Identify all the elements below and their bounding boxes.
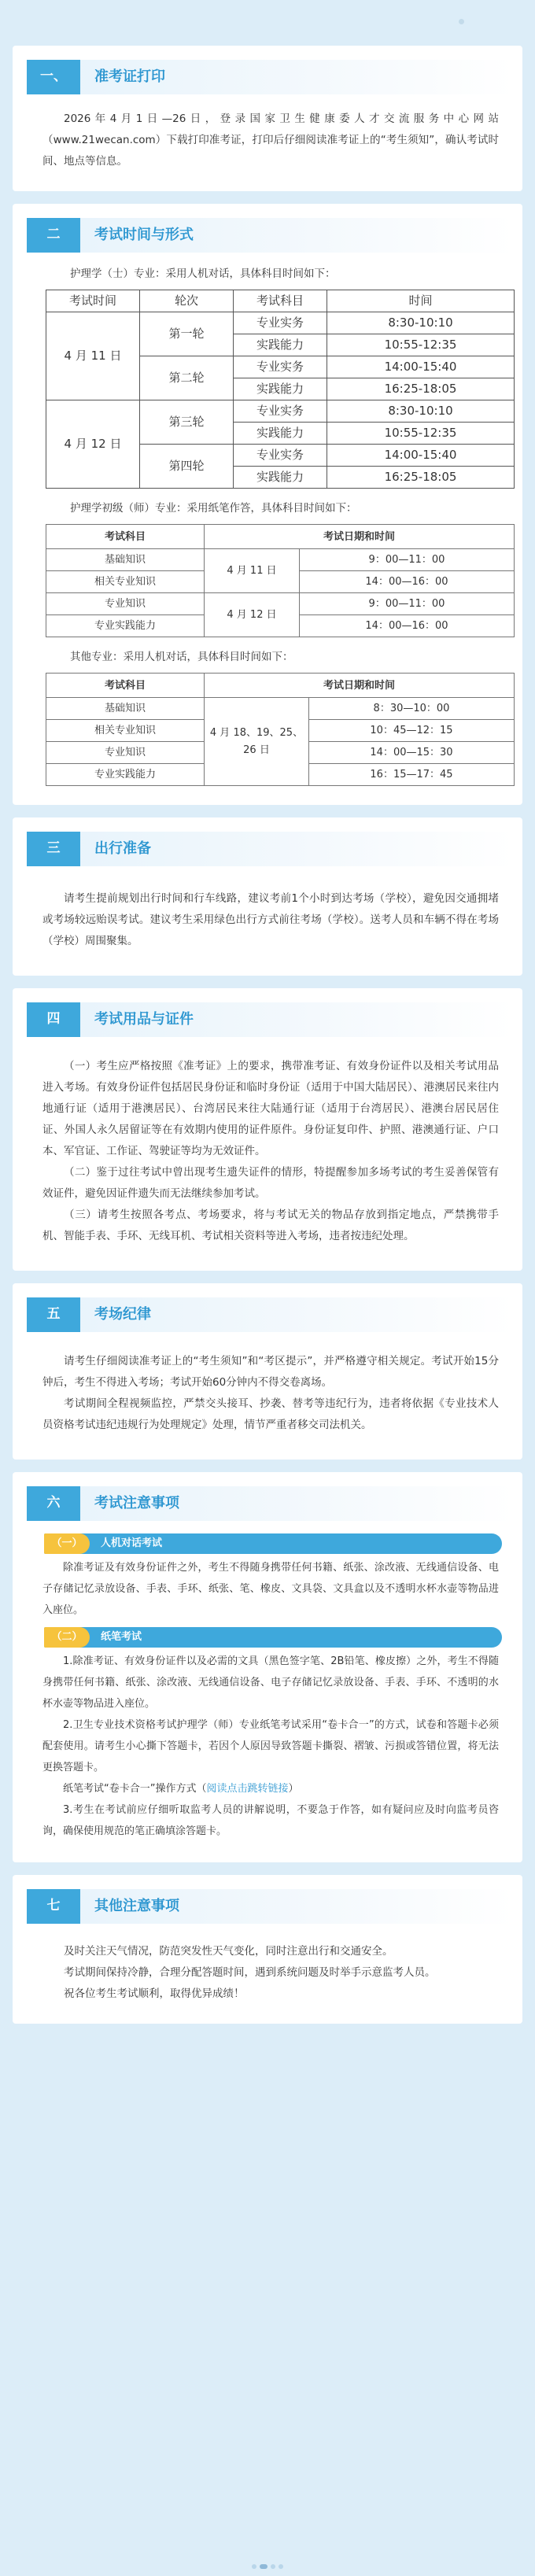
table-header: 时间 xyxy=(327,290,515,312)
table-cell: 专业实务 xyxy=(234,445,327,467)
subsection-label: 纸笔考试 xyxy=(101,1631,142,1643)
table-cell: 10：45—12：15 xyxy=(309,720,515,742)
section-title: 其他注意事项 xyxy=(94,1898,179,1914)
page-dot xyxy=(271,2564,275,2569)
table-cell: 专业实务 xyxy=(234,356,327,378)
section-title: 考试用品与证件 xyxy=(94,1011,194,1028)
paragraph: 3.考生在考试前应仔细听取监考人员的讲解说明，不要急于作答，如有疑问应及时向监考员咨询，确保使用规范的笔正确填涂答题卡。 xyxy=(42,1804,499,1837)
table-cell-date: 4 月 11 日 xyxy=(205,549,300,593)
table-cell-date: 4 月 12 日 xyxy=(205,593,300,637)
section-other-notes xyxy=(13,1875,522,2024)
section-exam-discipline xyxy=(13,1283,522,1460)
paragraph: 2026年4月1日—26日，登录国家卫生健康委人才交流服务中心网站（www.21wecan.com）下载打印准考证，打印后仔细阅读准考证上的“考生须知”，确认考试时间、地点等信息。 xyxy=(42,113,499,168)
section-travel-prep xyxy=(13,817,522,976)
table-cell: 实践能力 xyxy=(234,467,327,489)
section-exam-schedule xyxy=(13,204,522,805)
subsection-tag: （二） xyxy=(44,1627,90,1648)
paragraph: 其他专业：采用人机对话，具体科目时间如下： xyxy=(70,651,293,663)
table-header: 考试日期和时间 xyxy=(205,525,515,549)
section-number: 二 xyxy=(27,218,80,253)
subsection-label: 人机对话考试 xyxy=(101,1537,163,1549)
table-cell: 实践能力 xyxy=(234,423,327,445)
table-cell: 专业实践能力 xyxy=(46,764,205,786)
section-header xyxy=(27,1486,513,1521)
nurse-schedule-table xyxy=(46,290,515,489)
table-header: 轮次 xyxy=(140,290,234,312)
table-cell: 实践能力 xyxy=(234,334,327,356)
section-number: 一、 xyxy=(27,60,80,94)
table-header: 考试时间 xyxy=(46,290,140,312)
table-cell: 基础知识 xyxy=(46,549,205,571)
section-number: 六 xyxy=(27,1486,80,1521)
table-cell-round: 第三轮 xyxy=(140,400,234,445)
paragraph: 护理学初级（师）专业：采用纸笔作答，具体科目时间如下： xyxy=(70,502,357,515)
page-dot-active xyxy=(260,2564,268,2569)
paragraph: 1.除准考证、有效身份证件以及必需的文具（黑色签字笔、2B铅笔、橡皮擦）之外，考生不得随身携带任何书籍、纸张、涂改液、无线通信设备、电子存储记忆录放设备、手表、手环、不透明的水杯水壶等物品进入座位。 xyxy=(42,1655,499,1710)
table-cell: 专业实务 xyxy=(234,400,327,423)
table-header: 考试日期和时间 xyxy=(205,674,515,698)
paragraph: 祝各位考生考试顺利，取得优异成绩！ xyxy=(64,1987,245,2000)
section-title: 出行准备 xyxy=(94,840,151,857)
table-cell: 14：00—16：00 xyxy=(300,571,515,593)
section-number: 四 xyxy=(27,1002,80,1037)
paragraph: 护理学（士）专业：采用人机对话，具体科目时间如下： xyxy=(70,268,336,280)
section-header xyxy=(27,1297,513,1332)
other-schedule-table xyxy=(46,673,515,786)
paragraph: 考试期间全程视频监控，严禁交头接耳、抄袭、替考等违纪行为，违者将依据《专业技术人员资格考试违纪违规行为处理规定》处理，情节严重者移交司法机关。 xyxy=(42,1397,499,1431)
table-cell: 相关专业知识 xyxy=(46,571,205,593)
paragraph: （三）请考生按照各考点、考场要求，将与考试无关的物品存放到指定地点，严禁携带手机、智能手表、手环、无线耳机、考试相关资料等进入考场，违者按违纪处理。 xyxy=(42,1209,499,1242)
table-cell-round: 第四轮 xyxy=(140,445,234,489)
table-cell-date: 4 月 12 日 xyxy=(46,400,140,489)
subsection-bar-paper-exam xyxy=(44,1627,502,1648)
section-title: 考试时间与形式 xyxy=(94,227,194,243)
table-cell: 10:55-12:35 xyxy=(327,423,515,445)
paragraph: 考试期间保持冷静，合理分配答题时间，遇到系统问题及时举手示意监考人员。 xyxy=(64,1966,436,1979)
page-dot xyxy=(279,2564,283,2569)
table-header: 考试科目 xyxy=(46,525,205,549)
table-cell-round: 第一轮 xyxy=(140,312,234,356)
subsection-tag: （一） xyxy=(44,1533,90,1554)
table-cell: 16:25-18:05 xyxy=(327,378,515,400)
decorative-dot xyxy=(459,19,464,24)
section-number: 五 xyxy=(27,1297,80,1332)
table-cell: 专业知识 xyxy=(46,742,205,764)
table-cell: 14:00-15:40 xyxy=(327,445,515,467)
paragraph: 2.卫生专业技术资格考试护理学（师）专业纸笔考试采用“卷卡合一”的方式，试卷和答题卡必须配套使用。请考生小心撕下答题卡，若因个人原因导致答题卡撕裂、褶皱、污损或答错位置，将无法更换答题卡。 xyxy=(42,1719,499,1773)
table-cell: 14:00-15:40 xyxy=(327,356,515,378)
paragraph: 及时关注天气情况，防范突发性天气变化，同时注意出行和交通安全。 xyxy=(64,1945,393,1958)
table-cell: 16:25-18:05 xyxy=(327,467,515,489)
table-cell: 专业实践能力 xyxy=(46,615,205,637)
section-title: 准考证打印 xyxy=(94,68,165,85)
table-cell: 14：00—15：30 xyxy=(309,742,515,764)
table-cell: 实践能力 xyxy=(234,378,327,400)
section-header xyxy=(27,218,513,253)
section-admission-ticket xyxy=(13,46,522,191)
table-cell: 相关专业知识 xyxy=(46,720,205,742)
table-cell: 基础知识 xyxy=(46,698,205,720)
paragraph: （二）鉴于过往考试中曾出现考生遗失证件的情形，特提醒参加多场考试的考生妥善保管有效证件，避免因证件遗失而无法继续参加考试。 xyxy=(42,1166,499,1200)
paragraph-text: 纸笔考试“卷卡合一”操作方式（ xyxy=(63,1783,207,1795)
table-cell: 10:55-12:35 xyxy=(327,334,515,356)
section-number: 三 xyxy=(27,832,80,866)
section-exam-notes xyxy=(13,1472,522,1862)
section-header xyxy=(27,1889,513,1924)
table-cell: 8:30-10:10 xyxy=(327,400,515,423)
table-cell: 8:30-10:10 xyxy=(327,312,515,334)
section-title: 考试注意事项 xyxy=(94,1495,179,1511)
table-header: 考试科目 xyxy=(46,674,205,698)
paragraph: 请考生提前规划出行时间和行车线路，建议考前1个小时到达考场（学校），避免因交通拥堵或考场较远贻误考试。建议考生采用绿色出行方式前往考场（学校）。送考人员和车辆不得在考场（学校）周围聚集。 xyxy=(42,892,499,947)
page-indicator xyxy=(0,2557,535,2565)
section-header xyxy=(27,1002,513,1037)
section-number: 七 xyxy=(27,1889,80,1924)
table-cell: 14：00—16：00 xyxy=(300,615,515,637)
table-cell-date: 4 月 11 日 xyxy=(46,312,140,400)
table-cell: 9：00—11：00 xyxy=(300,549,515,571)
table-header: 考试科目 xyxy=(234,290,327,312)
section-header xyxy=(27,832,513,866)
paragraph: 请考生仔细阅读准考证上的“考生须知”和“考区提示”，并严格遵守相关规定。考试开始15分钟后，考生不得进入考场；考试开始60分钟内不得交卷离场。 xyxy=(42,1355,499,1389)
paragraph: 除准考证及有效身份证件之外，考生不得随身携带任何书籍、纸张、涂改液、无线通信设备、电子存储记忆录放设备、手表、手环、纸张、笔、橡皮、文具袋、文具盒以及不透明水杯水壶等物品进入座位。 xyxy=(42,1562,499,1616)
subsection-bar-computer-exam xyxy=(44,1533,502,1554)
page-dot xyxy=(252,2564,256,2569)
section-title: 考场纪律 xyxy=(94,1306,151,1323)
paragraph: （一）考生应严格按照《准考证》上的要求，携带准考证、有效身份证件以及相关考试用品进入考场。有效身份证件包括居民身份证和临时身份证（适用于中国大陆居民）、港澳居民来往内地通行证（适用于港澳居民）、台湾居民来往大陆通行证（适用于台湾居民）、港澳台居民居住证、外国人永久居留证等在有效期内使用的证件原件。身份证复印件、护照、港澳通行证、户口本、军官证、工作证、驾驶证等均为无效证件。 xyxy=(42,1060,499,1157)
table-cell: 专业实务 xyxy=(234,312,327,334)
table-cell: 9：00—11：00 xyxy=(300,593,515,615)
section-header xyxy=(27,60,513,94)
table-cell: 16：15—17：45 xyxy=(309,764,515,786)
jump-link[interactable]: 阅读点击跳转链接 xyxy=(206,1783,289,1795)
table-cell: 8：30—10：00 xyxy=(309,698,515,720)
paragraph-with-link xyxy=(42,1778,499,1799)
table-cell-round: 第二轮 xyxy=(140,356,234,400)
table-cell: 专业知识 xyxy=(46,593,205,615)
paragraph-text: ） xyxy=(288,1783,299,1795)
table-cell-date: 4 月 18、19、25、26 日 xyxy=(205,698,309,786)
junior-schedule-table xyxy=(46,524,515,637)
section-exam-items xyxy=(13,988,522,1271)
